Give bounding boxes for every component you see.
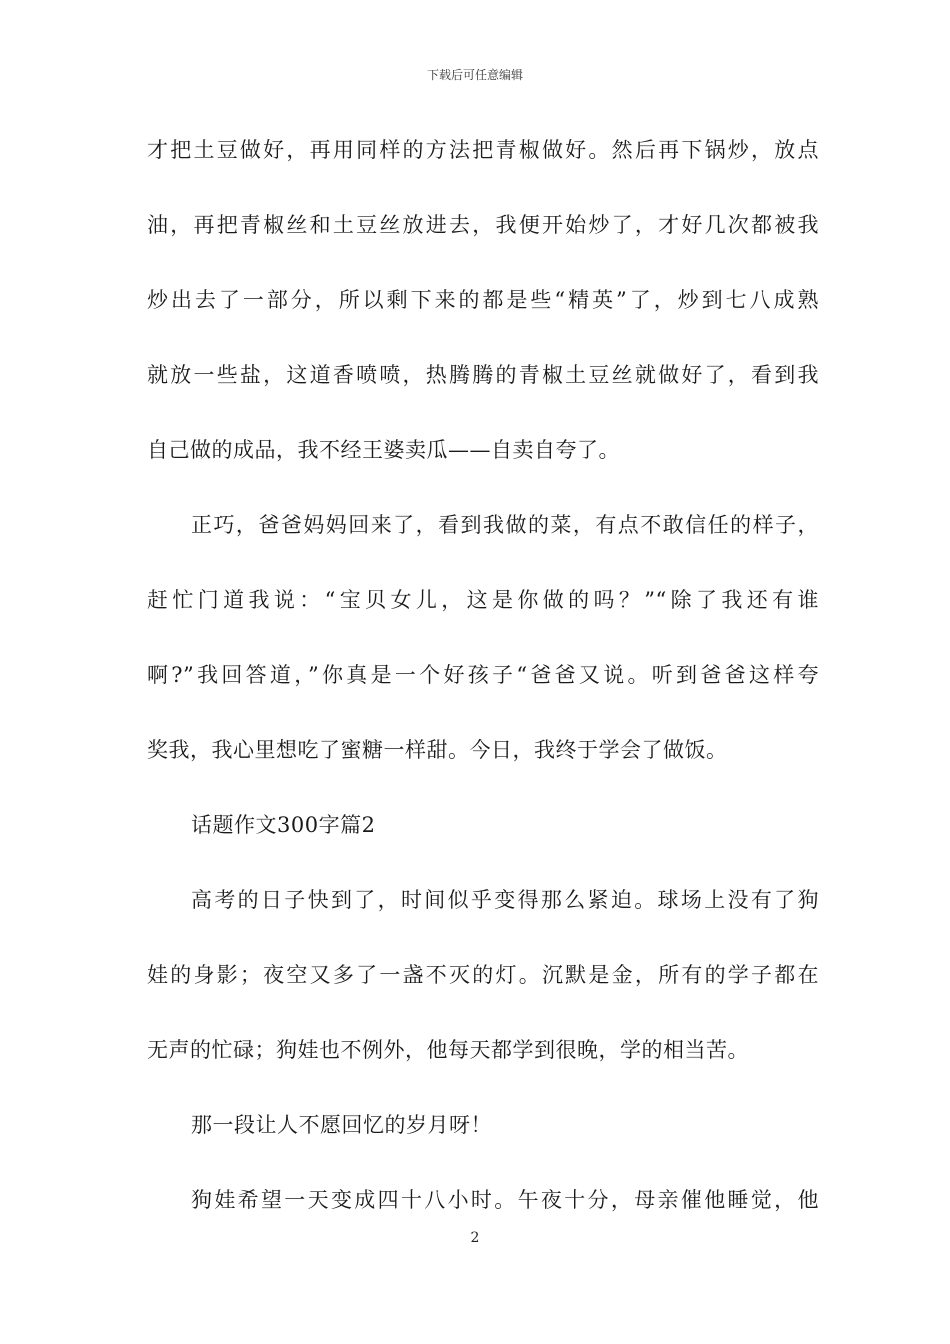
text-line: 才把土豆做好，再用同样的方法把青椒做好。然后再下锅炒，放点 bbox=[147, 138, 819, 162]
text-line: 赶忙门道我说：“宝贝女儿，这是你做的吗？”“除了我还有谁 bbox=[147, 588, 819, 612]
text-line: 炒出去了一部分，所以剩下来的都是些“精英”了，炒到七八成熟 bbox=[147, 288, 819, 312]
paragraph-start-line: 狗娃希望一天变成四十八小时。午夜十分，母亲催他睡觉，他 bbox=[191, 1188, 819, 1212]
paragraph-start-line: 正巧，爸爸妈妈回来了，看到我做的菜，有点不敢信任的样子， bbox=[191, 513, 819, 537]
section-heading: 话题作文300字篇2 bbox=[191, 813, 376, 837]
text-line: 奖我，我心里想吃了蜜糖一样甜。今日，我终于学会了做饭。 bbox=[147, 738, 728, 762]
text-line: 自己做的成品，我不经王婆卖瓜——自卖自夸了。 bbox=[147, 438, 620, 462]
paragraph-start-line: 高考的日子快到了，时间似乎变得那么紧迫。球场上没有了狗 bbox=[191, 888, 819, 912]
text-line: 啊?”我回答道，”你真是一个好孩子“爸爸又说。听到爸爸这样夸 bbox=[147, 663, 819, 687]
text-line: 就放一些盐，这道香喷喷，热腾腾的青椒土豆丝就做好了，看到我 bbox=[147, 363, 819, 387]
text-line: 娃的身影；夜空又多了一盏不灭的灯。沉默是金，所有的学子都在 bbox=[147, 963, 819, 987]
paragraph-start-line: 那一段让人不愿回忆的岁月呀！ bbox=[191, 1113, 492, 1137]
page-number: 2 bbox=[470, 1230, 480, 1246]
text-line: 无声的忙碌；狗娃也不例外，他每天都学到很晚，学的相当苦。 bbox=[147, 1038, 749, 1062]
text-line: 油，再把青椒丝和土豆丝放进去，我便开始炒了，才好几次都被我 bbox=[147, 213, 819, 237]
page-header: 下载后可任意编辑 bbox=[426, 68, 523, 82]
